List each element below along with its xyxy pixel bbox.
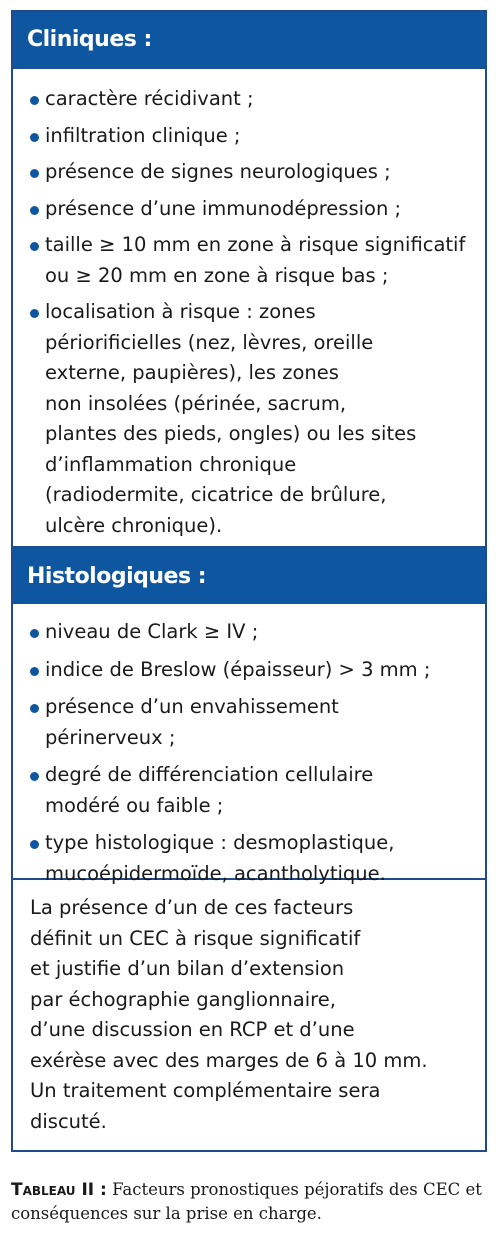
bullet-icon <box>30 242 39 251</box>
list-item-line: type histologique : desmoplastique, <box>45 831 395 854</box>
histological-factor-item <box>13 655 485 686</box>
histological-factors-list <box>13 604 485 885</box>
bullet-icon <box>30 133 39 142</box>
conclusion-line: par échographie ganglionnaire, <box>30 987 336 1011</box>
bullet-icon <box>30 206 39 215</box>
list-item-line: (radiodermite, cicatrice de brûlure, <box>45 483 387 506</box>
histological-factor-item <box>13 828 485 889</box>
clinical-factor-item <box>13 194 485 225</box>
list-item-line: ou ≥ 20 mm en zone à risque bas ; <box>45 263 389 287</box>
list-item-line: localisation à risque : zones <box>45 300 316 323</box>
list-item-line: périnerveux ; <box>45 725 176 749</box>
list-item-line: présence d’une immunodépression ; <box>45 196 402 220</box>
bullet-icon <box>30 704 39 713</box>
bullet-icon <box>30 96 39 105</box>
conclusion-text <box>13 878 485 1137</box>
bullet-icon <box>30 840 39 849</box>
list-item-line: non insolées (périnée, sacrum, <box>45 391 347 415</box>
clinical-factor-item <box>13 230 485 291</box>
clinical-factor-item <box>13 297 485 541</box>
list-item-line: niveau de Clark ≥ IV ; <box>45 620 259 643</box>
histological-factor-item <box>13 692 485 753</box>
list-item-line: présence d’un envahissement <box>45 695 339 718</box>
conclusion-line: discuté. <box>30 1109 107 1133</box>
list-item-line: périorificielles (nez, lèvres, oreille <box>45 330 374 354</box>
conclusion-line: et justifie d’un bilan d’extension <box>30 957 345 980</box>
clinical-factor-item <box>13 84 485 115</box>
caption-label: Tableau II : <box>11 1180 107 1200</box>
conclusion-line: Un traitement complémentaire sera <box>30 1079 381 1102</box>
histological-section-header: Histologiques : <box>13 546 485 604</box>
list-item-line: présence de signes neurologiques ; <box>45 160 391 183</box>
list-item-line: degré de différenciation cellulaire <box>45 763 374 786</box>
list-item-line: taille ≥ 10 mm en zone à risque significatif <box>45 233 466 256</box>
conclusion-line: définit un CEC à risque significatif <box>30 926 361 950</box>
list-item-line: ulcère chronique). <box>45 513 223 537</box>
clinical-factor-item <box>13 121 485 152</box>
clinical-factor-item <box>13 157 485 188</box>
bullet-icon <box>30 169 39 178</box>
clinical-factors-list <box>13 68 485 546</box>
conclusion-line: exérèse avec des marges de 6 à 10 mm. <box>30 1048 428 1072</box>
list-item-line: indice de Breslow (épaisseur) > 3 mm ; <box>45 657 431 681</box>
list-item-line: mucoépidermoïde, acantholytique. <box>45 861 386 885</box>
list-item-line: d’inflammation chronique <box>45 452 297 476</box>
list-item-line: caractère récidivant ; <box>45 87 254 110</box>
list-item-line: modéré ou faible ; <box>45 793 224 817</box>
clinical-section-header: Cliniques : <box>13 12 485 68</box>
conclusion-line: d’une discussion en RCP et d’une <box>30 1018 355 1041</box>
bullet-icon <box>30 667 39 676</box>
histological-factor-item <box>13 760 485 821</box>
list-item-line: plantes des pieds, ongles) ou les sites <box>45 422 417 445</box>
conclusion-line: La présence d’un de ces facteurs <box>30 896 354 919</box>
list-item-line: infiltration clinique ; <box>45 123 241 147</box>
bullet-icon <box>30 772 39 781</box>
bullet-icon <box>30 629 39 638</box>
list-item-line: externe, paupières), les zones <box>45 361 339 384</box>
bullet-icon <box>30 309 39 318</box>
histological-factor-item <box>13 617 485 648</box>
caption-text: Facteurs pronostiques péjoratifs des CEC et conséquences sur la prise en charge. <box>11 1180 482 1223</box>
table-caption <box>11 1178 487 1226</box>
prognostic-factors-table <box>11 10 487 1152</box>
